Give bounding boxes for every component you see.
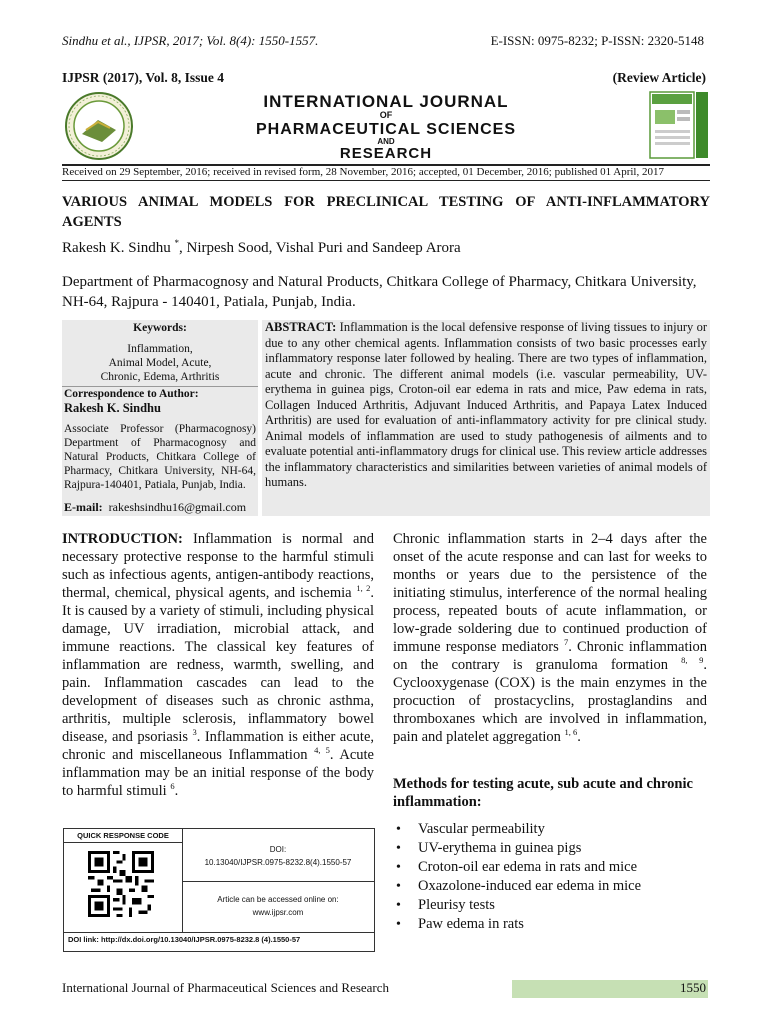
keyword-3: Chronic, Edema, Arthritis	[100, 371, 220, 383]
abstract-label: ABSTRACT:	[265, 320, 337, 334]
intro-ref-3: 4, 5	[314, 745, 330, 756]
introduction-label: INTRODUCTION:	[62, 531, 183, 547]
keyword-1: Inflammation,	[127, 343, 193, 355]
journal-issue: IJPSR (2017), Vol. 8, Issue 4	[62, 70, 225, 85]
qr-heading: QUICK RESPONSE CODE	[64, 829, 183, 843]
intro-text-5: .	[174, 783, 179, 799]
right-column-text	[393, 530, 707, 746]
keywords-list	[62, 342, 258, 384]
list-item: • Pleurisy tests	[393, 896, 707, 915]
correspondence-name: Rakesh K. Sindhu	[64, 401, 161, 415]
right-text-3: . Cyclooxygenase (COX) is the main enzymes in the procuction of prostacyclins, prostaglandins and thromboxanes which are involved in inflammation, pain and platelet aggregation	[393, 657, 707, 745]
corresponding-mark: *	[174, 238, 179, 248]
list-item: • UV-erythema in guinea pigs	[393, 839, 707, 858]
running-header-issn: E-ISSN: 0975-8232; P-ISSN: 2320-5148	[490, 33, 704, 48]
banner-line-5: RESEARCH	[339, 145, 433, 162]
author-list	[62, 238, 461, 257]
running-header-citation: Sindhu et al., IJPSR, 2017; Vol. 8(4): 1550-1557.	[62, 33, 319, 48]
received-rule	[62, 180, 710, 181]
journal-banner	[62, 90, 712, 162]
access-url[interactable]: www.ijpsr.com	[252, 908, 304, 917]
list-item: • Oxazolone-induced ear edema in mice	[393, 877, 707, 896]
qr-info-box	[63, 828, 375, 952]
right-text-1: Chronic inflammation starts in 2–4 days after the onset of the acute response and can last for weeks to months or years due to the persistence of the initiating stimulus, interference of the normal healing process, repeated bouts of acute inflammation, or low-grade soldering due to continued production of immune response mediators	[393, 531, 707, 655]
coauthors: , Nirpesh Sood, Vishal Puri and Sandeep Arora	[179, 240, 461, 256]
banner-line-3: PHARMACEUTICAL SCIENCES	[255, 121, 517, 138]
email-address[interactable]: rakeshsindhu16@gmail.com	[108, 500, 247, 514]
keywords-divider	[62, 386, 258, 387]
intro-text-2: . It is caused by a variety of stimuli, including physical damage, UV irradiation, microbial attack, and immune reactions. The classical key features of inflammation are redness, warmth, swelling, and pain. Inflammation cascades can lead to the development of diseases such as chronic asthma, arthritis, multiple sclerosis, inflammatory bowel disease, and psoriasis	[62, 585, 375, 745]
doi-block	[182, 843, 374, 869]
access-label: Article can be accessed online on:	[217, 895, 339, 904]
footer-journal-name: International Journal of Pharmaceutical Sciences and Research	[62, 980, 390, 995]
doi-link-label: DOI link:	[68, 935, 99, 944]
doi-link-url[interactable]: http://dx.doi.org/10.13040/IJPSR.0975-8232.8 (4).1550-57	[100, 935, 301, 944]
intro-ref-2: 3	[192, 727, 197, 738]
qr-divider-bottom	[64, 932, 374, 933]
keywords-heading: Keywords:	[133, 322, 187, 334]
correspondence-email	[64, 500, 246, 515]
right-text-4: .	[577, 729, 581, 745]
page-number: 1550	[680, 980, 706, 995]
email-label: E-mail:	[64, 500, 103, 514]
corresponding-author: Rakesh K. Sindhu	[62, 240, 171, 256]
right-ref-3: 1, 6	[564, 727, 578, 738]
methods-list	[393, 820, 707, 934]
methods-heading: Methods for testing acute, sub acute and chronic inflammation:	[393, 776, 693, 810]
intro-ref-4: 6	[170, 781, 175, 792]
qr-code-icon[interactable]	[88, 851, 154, 917]
abstract-text: Inflammation is the local defensive response of living tissues to injury or due to any other chemical agents. Inflammation consists of two basic processes early inflammatory response later followed by healing. There are two types of inflammation, acute and chronic. The different animal models (i.e. vascular permeability, UV-erythema in guinea pigs, Croton-oil ear edema in rats and mice, Paw edema in rats, Collagen Induced Arthritis, Adjuvant Induced Arthritis, and Papaya Latex Induced Arthritis) are used for evaluation of anti-inflammatory activity for pre clinical study. Animal models of inflammation are used to study pathogenesis of ailments and to evaluate potential anti-inflammatory drugs for clinical use. This review article addresses the inflammatory characteristics and similarities between varieties of animal models of humans.	[265, 320, 708, 489]
doi-link-line	[68, 935, 300, 944]
journal-seal-logo	[66, 93, 132, 159]
list-item: • Croton-oil ear edema in rats and mice	[393, 858, 707, 877]
doi-label: DOI:	[269, 845, 287, 854]
received-dates: Received on 29 September, 2016; received in revised form, 28 November, 2016; accepted, 01 December, 2016; published 01 April, 2017	[62, 166, 664, 178]
intro-text-4: . Acute inflammation may be an initial response of the body to harmful stimuli	[62, 747, 374, 799]
list-item: • Paw edema in rats	[393, 915, 707, 934]
right-ref-1: 7	[563, 637, 569, 648]
abstract-panel	[262, 320, 710, 516]
right-text-2: . Chronic inflammation on the contrary is granuloma formation	[393, 639, 708, 673]
intro-text-3: . Inflammation is either acute, chronic and miscellaneous Inflammation	[62, 729, 375, 763]
doi-value: 10.13040/IJPSR.0975-8232.8(4).1550-57	[204, 858, 352, 867]
journal-name-wordmark	[256, 92, 516, 162]
affiliation: Department of Pharmacognosy and Natural Products, Chitkara College of Pharmacy, Chitkara University, NH-64, Rajpura - 140401, Patiala, Punjab, India.	[62, 274, 697, 310]
introduction-column	[62, 530, 374, 800]
article-type: (Review Article)	[612, 70, 706, 85]
banner-line-1: INTERNATIONAL JOURNAL	[263, 92, 509, 111]
keyword-2: Animal Model, Acute,	[108, 357, 212, 369]
article-title: VARIOUS ANIMAL MODELS FOR PRECLINICAL TESTING OF ANTI-INFLAMMATORY AGENTS	[62, 194, 710, 230]
qr-divider-horizontal	[182, 881, 374, 882]
intro-text-1: Inflammation is normal and necessary protective response to the harmful stimuli such as infectious agents, antigen-antibody reactions, thermal, chemical, physical agents, and ischemia	[62, 531, 374, 601]
correspondence-address: Associate Professor (Pharmacognosy) Department of Pharmacognosy and Natural Products, Chitkara College of Pharmacy, Chitkara University, NH-64, Rajpura-140401, Patiala, Punjab, India.	[64, 423, 256, 491]
banner-line-4: AND	[377, 137, 395, 146]
journal-cover-thumbnail	[650, 92, 708, 158]
correspondence-heading: Correspondence to Author:	[64, 388, 199, 400]
keywords-panel	[62, 320, 258, 516]
banner-line-2: OF	[379, 110, 393, 120]
right-ref-2: 8, 9	[681, 655, 704, 666]
intro-ref-1: 1, 2	[356, 583, 371, 594]
access-block	[182, 893, 374, 919]
list-item: • Vascular permeability	[393, 820, 707, 839]
